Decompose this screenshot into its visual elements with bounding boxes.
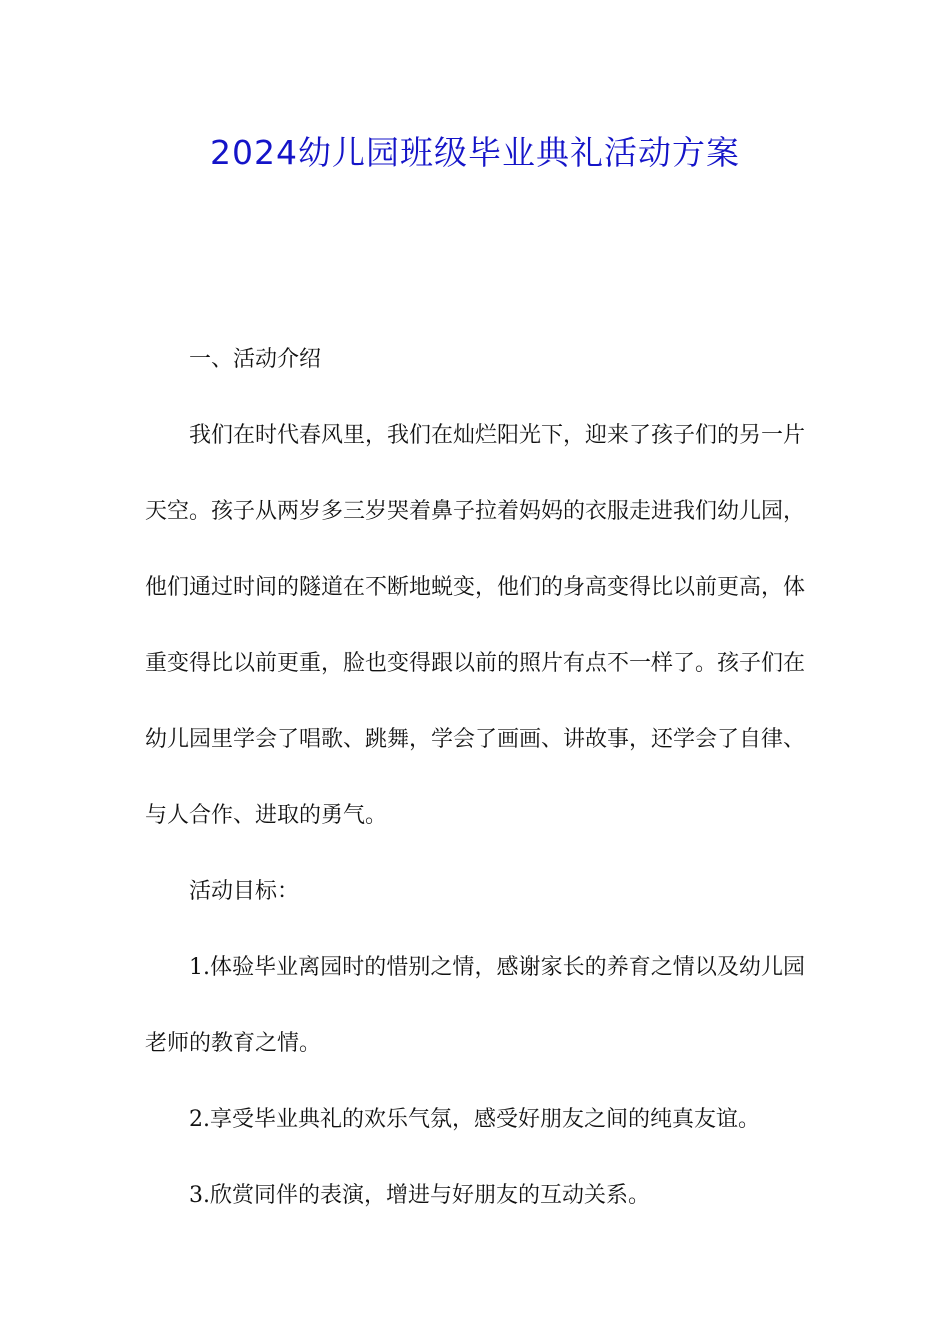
section-heading-activity-goals: 活动目标： [189,879,300,904]
paragraph-intro: 我们在时代春风里，我们在灿烂阳光下，迎来了孩子们的另一片天空。孩子从两岁多三岁哭着鼻子拉着妈妈的衣服走进我们幼儿园，他们通过时间的隧道在不断地蜕变，他们的身高变得比以前更高，体重变得比以前更重，脸也变得跟以前的照片有点不一样了。孩子们在幼儿园里学会了唱歌、跳舞，学会了画画、讲故事，还学会了自律、与人合作、进取的勇气。 [145,423,806,828]
goal-item-3: 3.欣赏同伴的表演，增进与好朋友的互动关系。 [189,1183,650,1208]
document-body [145,322,805,1234]
goal-item-2: 2.享受毕业典礼的欢乐气氛，感受好朋友之间的纯真友谊。 [189,1107,760,1132]
document-title: 2024幼儿园班级毕业典礼活动方案 [210,133,740,172]
section-heading-activity-intro: 一、活动介绍 [189,347,322,372]
goal-item-1: 1.体验毕业离园时的惜别之情，感谢家长的养育之情以及幼儿园老师的教育之情。 [145,955,805,1056]
